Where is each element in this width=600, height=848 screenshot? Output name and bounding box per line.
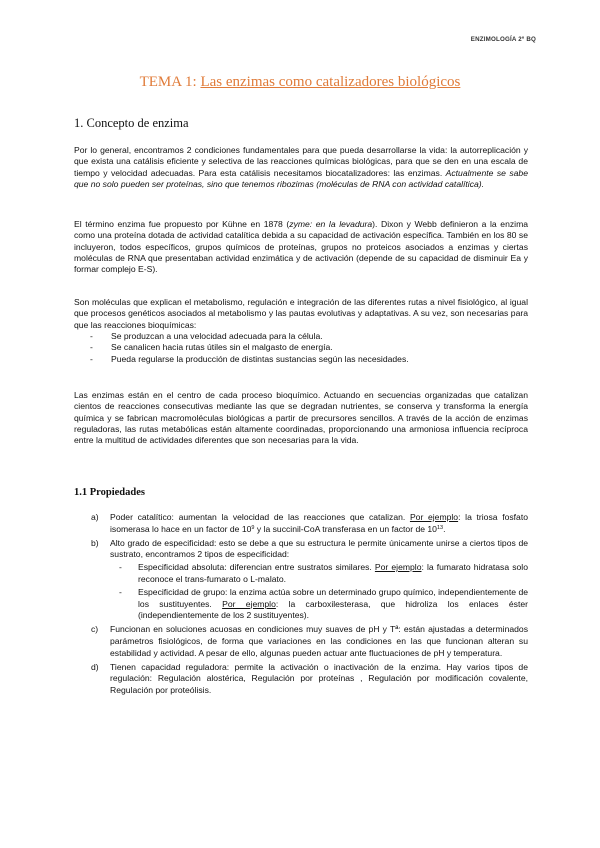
item-text: Funcionan en soluciones acuosas en condiciones muy suaves de pH y Tª: están ajustadas a determinados parámetros fisiológicos, de forma que variaciones en las condiciones en las que funcionan alteran su estabilidad y actividad. A pesar de ello, algunas pueden actuar ante fluctuaciones de pH y temperatura.	[110, 624, 528, 658]
paragraph-intro-italic: Actualmente se sabe que no solo pueden ser proteínas, sino que tenemos ribozimas (moléculas de RNA con actividad catalítica).	[74, 167, 528, 189]
list-item-text: Se produzcan a una velocidad adecuada para la célula.	[111, 331, 323, 341]
properties-list	[91, 512, 528, 699]
list-item-text: Pueda regularse la producción de distintas sustancias según las necesidades.	[111, 353, 409, 364]
p2-italic: zyme: en la levadura	[289, 219, 373, 229]
item-text: Poder catalítico: aumentan la velocidad de las reacciones que catalizan.	[110, 512, 410, 522]
example-label: Por ejemplo	[222, 598, 276, 609]
p2-a: El término enzima fue propuesto por Kühne en 1878 (	[74, 219, 290, 229]
subitem-grupo	[110, 587, 528, 622]
list-item-text: Se canalicen hacia rutas útiles sin el malgasto de energía.	[111, 342, 333, 353]
item-text: Alto grado de especificidad: esto se debe a que su estructura le permite únicamente unirse a ciertos tipos de sustrato, encontramos 2 tipos de especificidad:	[110, 537, 528, 560]
title-prefix: TEMA 1:	[139, 74, 197, 90]
property-item-a	[91, 512, 528, 536]
list-item	[74, 354, 528, 365]
bullet-list	[74, 331, 528, 365]
property-item-c	[91, 624, 528, 659]
item-marker: d)	[91, 661, 99, 672]
item-marker: c)	[91, 624, 99, 635]
dash-marker: -	[90, 331, 93, 341]
dash-marker: -	[119, 586, 122, 597]
subitem-absoluta	[110, 562, 528, 586]
p2-b: ). Dixon y Webb definieron a la enzima como una proteína dotada de actividad catalítica debida a su capacidad de activación específica. También en los 80 se incluyeron, todos específicos, grupos químicos de proteínas, grupos no proteicos asociados a enzimas y ciertas moléculas de RNA que presentaban actividad enzimática y de activación (depende de su capacidad de disminuir Ea y formar complejo E-S).	[74, 219, 529, 275]
paragraph-termino	[74, 219, 528, 275]
property-item-b	[91, 538, 528, 623]
example-label: Por ejemplo	[374, 562, 422, 573]
property-item-d	[91, 662, 528, 697]
specificity-sublist	[110, 562, 528, 622]
superscript: 13	[436, 524, 444, 531]
item-marker: a)	[91, 512, 99, 522]
item-text: : la fumarato hidratasa solo reconoce el trans-fumarato o L-malato.	[138, 562, 528, 584]
title-subtitle: Las enzimas como catalizadores biológicos	[200, 74, 461, 90]
list-item	[74, 342, 528, 353]
item-text: : la carboxilesterasa, que hidroliza los enlaces éster (independientemente de los 2 sustituyentes).	[138, 598, 528, 621]
example-label: Por ejemplo	[409, 512, 459, 522]
item-text: Especificidad de grupo: la enzima actúa sobre un determinado grupo químico, independientemente de los sustituyentes.	[138, 586, 528, 609]
paragraph-intro	[74, 145, 528, 190]
dash-marker: -	[90, 342, 93, 353]
paragraph-intro-text: Por lo general, encontramos 2 condiciones fundamentales para que pueda desarrollarse la vida: la autorreplicación y que exista una catálisis eficiente y selectiva de las reacciones químicas biológicas, para que se den en una escala de tiempo y velocidad adecuadas. Para esta catálisis necesitamos biocatalizadores: las enzimas.	[74, 145, 528, 178]
dash-marker: -	[119, 562, 122, 573]
dash-marker: -	[90, 353, 93, 364]
item-text: : la triosa fosfato isomerasa lo hace en un factor de 10	[110, 512, 529, 534]
section-heading-propiedades: 1.1 Propiedades	[74, 487, 145, 498]
item-marker: b)	[91, 537, 99, 548]
document-title	[0, 74, 600, 91]
header-tag: ENZIMOLOGÍA 2º BQ	[470, 36, 536, 43]
item-text: .	[443, 523, 446, 534]
section-heading-concepto: 1. Concepto de enzima	[74, 116, 189, 130]
list-item	[74, 331, 528, 342]
paragraph-moleculas: Son moléculas que explican el metabolismo, regulación e integración de las diferentes rutas a nivel fisiológico, al igual que procesos genéticos asociados al metabolismo y las pautas evolutivas y adaptativas. A su vez, son necesarias para que las reacciones bioquímicas:	[74, 297, 528, 330]
superscript: 9	[251, 524, 255, 531]
paragraph-centro: Las enzimas están en el centro de cada proceso bioquímico. Actuando en secuencias organizadas que catalizan cientos de reacciones consecutivas mediante las que se degradan nutrientes, se conserva y transforma la energía química y se fabrican macromoléculas biológicas a partir de precursores sencillos. A través de la acción de enzimas reguladoras, las rutas metabólicas están altamente coordinadas, proporcionando una armoniosa influencia recíproca entre la multitud de actividades diferentes que son necesarias para la vida.	[74, 390, 528, 446]
item-text: y la succinil-CoA transferasa en un factor de 10	[254, 523, 437, 534]
item-text: Tienen capacidad reguladora: permite la activación o inactivación de la enzima. Hay varios tipos de regulación: Regulación alostérica, Regulación por proteínas , Regulación por modificación covalente, Regulación por proteólisis.	[110, 661, 528, 696]
item-text: Especificidad absoluta: diferencian entre sustratos similares.	[138, 562, 375, 573]
